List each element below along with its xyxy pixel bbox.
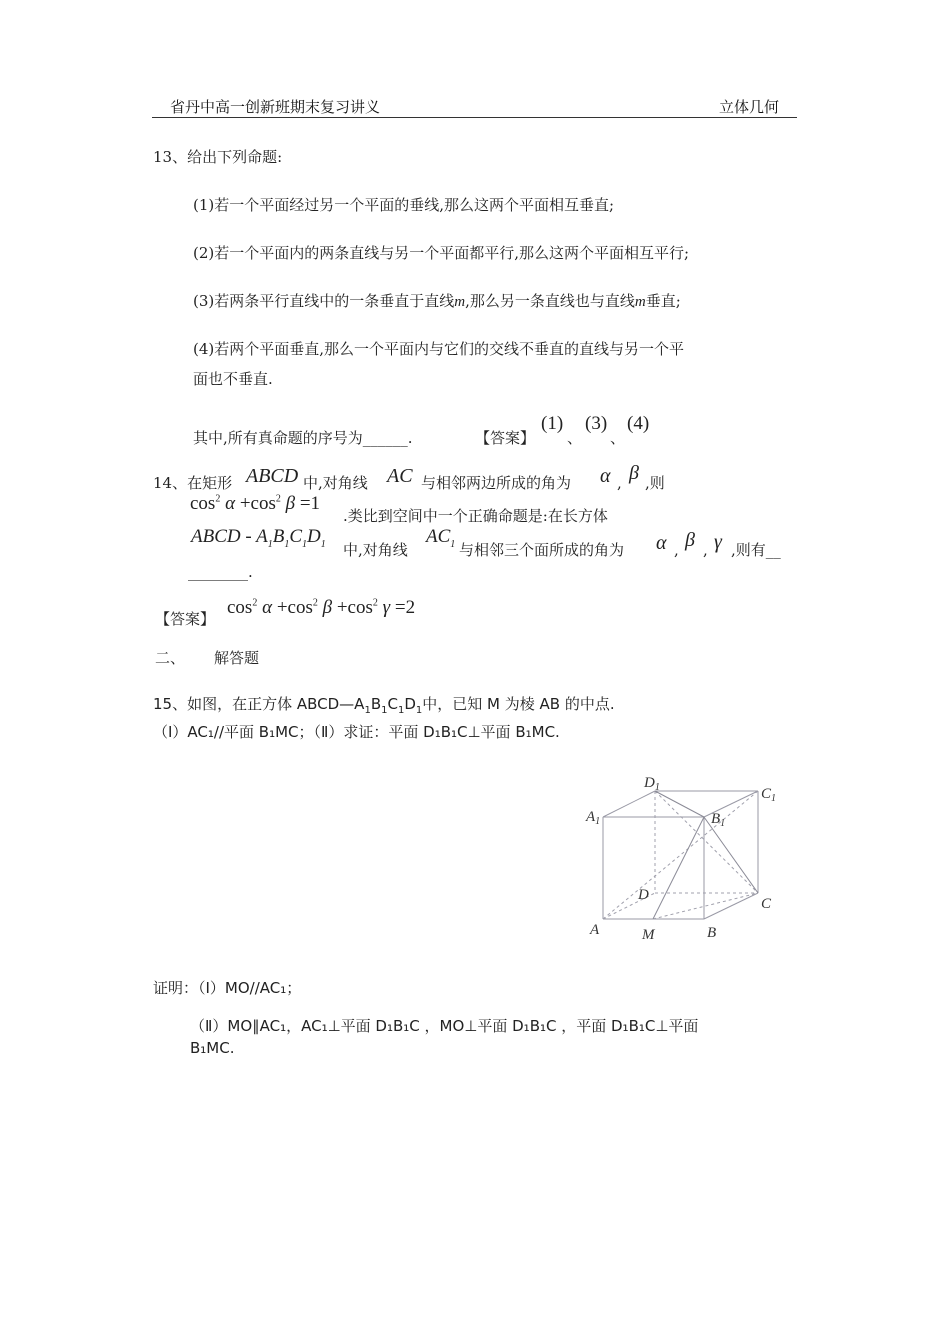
edge-bc [704, 893, 758, 919]
q14-comma-2: , [674, 541, 679, 559]
q15-l1a: 15、如图，在正方体 ABCD—A [153, 695, 365, 713]
edge-a1d1 [603, 791, 655, 817]
q14-answer-formula [227, 597, 415, 619]
q14-comma-3: , [703, 541, 708, 559]
label-a1: $A_1$ [586, 809, 601, 827]
q15-sub-b: 1 [381, 705, 388, 716]
ans-gamma: γ [382, 597, 391, 618]
q13-answer-label: 【答案】 [475, 429, 536, 447]
q15-sub-a: 1 [364, 705, 371, 716]
q14-formula-2d [190, 493, 320, 515]
ac1-sub: 1 [450, 538, 456, 550]
q13-p3-m2: m [634, 294, 646, 310]
q15-l1d: D [404, 695, 416, 713]
q13-p3-m: m [454, 294, 466, 310]
ans-alpha: α [262, 597, 273, 618]
q13-ask: 其中,所有真命题的序号为______. [193, 429, 413, 447]
q13-proposition-4a: (4)若两个平面垂直,那么一个平面内与它们的交线不垂直的直线与另一个平 [193, 340, 685, 358]
q14-cuboid [191, 526, 326, 550]
ans-sq-1: 2 [252, 597, 258, 609]
q14-beta-3: β [685, 529, 695, 551]
q14-text-1b: 中,对角线 [303, 474, 368, 492]
q13-p3-text-b: ,那么另一条直线也与直线 [465, 292, 635, 310]
ans-cos-2: cos [287, 597, 313, 618]
q14-blank: ________. [188, 563, 253, 581]
q13-proposition-3 [193, 291, 681, 312]
q14-gamma: γ [714, 531, 722, 553]
q15-sub-c: 1 [397, 705, 405, 716]
label-a: A [590, 922, 600, 938]
sub-d1: 1 [320, 538, 326, 550]
label-c: C [761, 896, 772, 912]
proof-part-1: 证明：（Ⅰ）MO//AC₁； [153, 979, 302, 997]
q14-ac1 [426, 526, 455, 550]
section-title: 解答题 [214, 649, 260, 667]
q14-alpha: α [600, 465, 611, 487]
header-rule [152, 117, 797, 118]
label-m: M [642, 927, 655, 943]
q14-ac: AC [387, 465, 413, 487]
sq-1: 2 [215, 493, 221, 505]
q13-p3-text-c: 垂直; [645, 292, 681, 310]
beta-2: β [285, 493, 296, 514]
sub-c1: 1 [302, 538, 307, 550]
q14-text-1c: 与相邻两边所成的角为 [421, 474, 572, 492]
q14-comma: , [617, 474, 622, 492]
plus-1: + [239, 493, 251, 514]
q13-stem: 13、给出下列命题: [153, 148, 283, 166]
q15-sub-d: 1 [415, 705, 423, 716]
ans-sq-2: 2 [312, 597, 318, 609]
ac1-letters: AC [426, 526, 451, 547]
section-number: 二、 [155, 649, 186, 667]
ans-sq-3: 2 [372, 597, 378, 609]
cuboid-b: B [272, 526, 285, 547]
cuboid-c: C [289, 526, 302, 547]
diag-b1c [704, 817, 758, 893]
cuboid-abcd-a: ABCD - A [191, 526, 268, 547]
label-d1: $D_1$ [644, 775, 660, 793]
q15-l1e: 中，已知 M 为棱 AB 的中点. [422, 695, 615, 713]
seg-mc-hidden [653, 893, 758, 919]
ans-beta: β [322, 597, 333, 618]
q13-proposition-4b: 面也不垂直. [193, 370, 273, 388]
seg-b1m [653, 817, 704, 919]
sub-a1: 1 [267, 538, 273, 550]
ans-cos-3: cos [347, 597, 373, 618]
q14-text-3d: ,则有__ [731, 541, 781, 559]
cos-1: cos [190, 493, 216, 514]
q14-text-1a: 14、在矩形 [153, 474, 233, 492]
q14-text-3b: 中,对角线 [343, 541, 408, 559]
sq-2: 2 [275, 493, 281, 505]
q15-line-1 [153, 693, 615, 716]
q13-proposition-1: (1)若一个平面经过另一个平面的垂线,那么这两个平面相互垂直; [193, 196, 615, 214]
diag-d1c-hidden [655, 791, 758, 893]
label-b: B [707, 925, 717, 941]
q14-abcd: ABCD [246, 465, 299, 487]
q13-proposition-2: (2)若一个平面内的两条直线与另一个平面都平行,那么这两个平面相互平行; [193, 244, 690, 262]
eq-1: =1 [299, 493, 321, 514]
diag-ac1-hidden [603, 791, 758, 919]
proof-part-2a: （Ⅱ）MO∥AC₁，AC₁⊥平面 D₁B₁C ，MO⊥平面 D₁B₁C ，平面 D₁B₁C⊥平面 [190, 1017, 699, 1035]
sub-b1: 1 [284, 538, 290, 550]
q14-text-3c: 与相邻三个面所成的角为 [459, 541, 625, 559]
q13-answer-4: (4) [627, 413, 650, 434]
cuboid-d: D [307, 526, 321, 547]
q15-line-2: （Ⅰ）AC₁//平面 B₁MC；（Ⅱ）求证：平面 D₁B₁C⊥平面 B₁MC. [153, 723, 560, 741]
q13-answer-1: (1) [541, 413, 564, 434]
label-c1: $C_1$ [761, 786, 777, 804]
q15-l1c: C [387, 695, 398, 713]
label-b1: $B_1$ [711, 811, 726, 829]
q13-answer-3: (3) [585, 413, 608, 434]
ans-plus-1: + [276, 597, 288, 618]
q13-p3-text-a: (3)若两条平行直线中的一条垂直于直线 [193, 292, 455, 310]
alpha-2: α [225, 493, 236, 514]
ans-cos-1: cos [227, 597, 253, 618]
label-d: D [638, 887, 649, 903]
q13-answer-sep-2: 、 [610, 429, 626, 447]
q14-alpha-3: α [656, 532, 667, 554]
q13-answer-sep-1: 、 [567, 429, 583, 447]
header-topic: 立体几何 [719, 98, 780, 116]
q14-text-1d: ,则 [645, 474, 665, 492]
diag-d1b1 [655, 791, 704, 817]
ans-eq: =2 [394, 597, 416, 618]
cube-figure [580, 765, 790, 950]
q14-beta: β [629, 462, 639, 484]
q14-answer-label: 【答案】 [155, 610, 216, 628]
header-title: 省丹中高一创新班期末复习讲义 [170, 98, 381, 116]
q14-text-2b: .类比到空间中一个正确命题是:在长方体 [343, 507, 608, 525]
q15-l1b: B [370, 695, 382, 713]
ans-plus-2: + [336, 597, 348, 618]
cos-2: cos [250, 493, 276, 514]
proof-part-2b: B₁MC. [190, 1039, 235, 1057]
